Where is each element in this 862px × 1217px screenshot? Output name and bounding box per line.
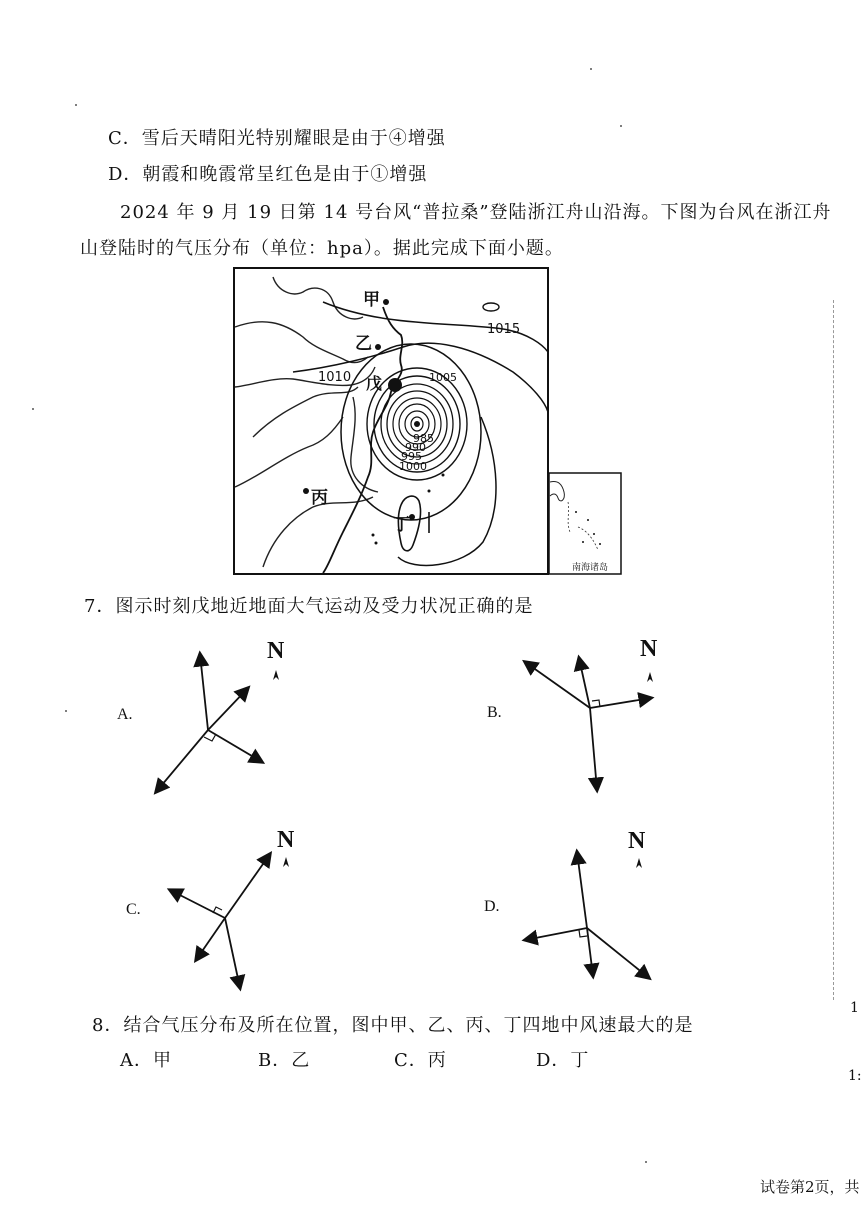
page-footer: 试卷第2页，共 bbox=[760, 1178, 860, 1196]
diagram-option-c bbox=[160, 840, 310, 1000]
q7-option-d-label[interactable]: D. bbox=[484, 898, 500, 915]
q7-option-a-label[interactable]: A. bbox=[117, 706, 133, 723]
isobar-label-995: 995 bbox=[401, 450, 422, 463]
place-wu: 戊 bbox=[366, 374, 383, 393]
q8-option-c[interactable]: C．丙 bbox=[394, 1050, 447, 1071]
question-7-stem: 7．图示时刻戊地近地面大气运动及受力状况正确的是 bbox=[84, 596, 534, 617]
margin-mark-a: 1 bbox=[850, 1000, 859, 1016]
diagram-option-a bbox=[140, 640, 300, 805]
isobar-label-1010: 1010 bbox=[318, 370, 352, 385]
q7-option-b-label[interactable]: B. bbox=[487, 704, 502, 721]
isobar-label-990: 990 bbox=[405, 441, 426, 454]
option-c-prev: C．雪后天晴阳光特别耀眼是由于④增强 bbox=[108, 128, 446, 149]
diagram-option-b bbox=[515, 640, 675, 800]
diagram-option-d bbox=[515, 840, 675, 990]
place-jia: 甲 bbox=[363, 290, 380, 310]
isobar-label-1000: 1000 bbox=[399, 460, 427, 473]
isobar-label-1005: 1005 bbox=[429, 371, 457, 384]
north-label-a: N bbox=[267, 638, 285, 664]
margin-mark-b: 1: bbox=[848, 1068, 862, 1084]
option-d-prev: D．朝霞和晚霞常呈红色是由于①增强 bbox=[108, 164, 428, 185]
q8-option-a[interactable]: A．甲 bbox=[120, 1050, 172, 1071]
inset-label: 南海诸岛 bbox=[572, 563, 609, 573]
q8-option-d[interactable]: D．丁 bbox=[536, 1050, 590, 1071]
typhoon-pressure-map bbox=[233, 267, 549, 575]
place-yi: 乙 bbox=[355, 334, 372, 354]
north-label-b: N bbox=[640, 636, 658, 662]
margin-line bbox=[833, 300, 835, 1000]
question-8-stem: 8．结合气压分布及所在位置，图中甲、乙、丙、丁四地中风速最大的是 bbox=[92, 1015, 694, 1036]
q8-option-b[interactable]: B．乙 bbox=[258, 1050, 311, 1071]
north-label-d: N bbox=[628, 828, 646, 854]
place-ding: 丁 bbox=[393, 515, 410, 535]
north-label-c: N bbox=[277, 827, 295, 853]
q7-option-c-label[interactable]: C. bbox=[126, 901, 141, 918]
place-bing: 丙 bbox=[311, 488, 328, 508]
isobar-label-1015: 1015 bbox=[487, 322, 521, 337]
intro-line-1: 2024 年 9 月 19 日第 14 号台风“普拉桑”登陆浙江舟山沿海。下图为台风在浙江舟 bbox=[120, 202, 832, 223]
south-china-sea-inset bbox=[548, 472, 622, 575]
isobar-label-985: 985 bbox=[413, 432, 434, 445]
intro-line-2: 山登陆时的气压分布（单位：hpa）。据此完成下面小题。 bbox=[80, 238, 564, 259]
